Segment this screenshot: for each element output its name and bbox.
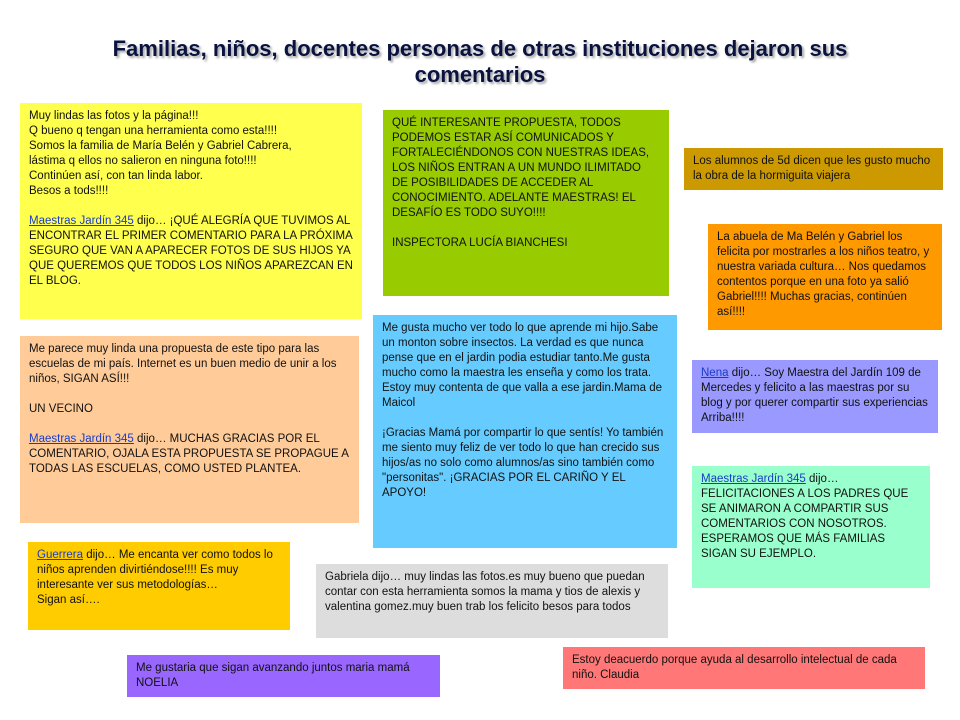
- comment-text: Los alumnos de 5d dicen que les gusto mucho la obra de la hormiguita viajera: [693, 155, 931, 182]
- comment-line: Besos a tods!!!!: [29, 185, 109, 197]
- comment-card-family-cabrera: [20, 103, 362, 319]
- comment-card-maestras-thanks: [692, 466, 930, 588]
- comment-text: Gabriela dijo… muy lindas las fotos.es muy bueno que puedan contar con esta herramienta somos la mama y tios de alexis y valentina gomez.muy buen trab los felicito besos para todos: [325, 571, 645, 613]
- comment-text: Me gustaria que sigan avanzando juntos maria mamá NOELIA: [136, 662, 410, 689]
- reply-text: ¡Gracias Mamá por compartir lo que sentís! Yo también me siento muy feliz de ver todo lo que han crecido sus hijos/as no solo como alumnos/as sino también como "personitas". ¡GRACIAS POR EL CARIÑO Y EL APOYO!: [382, 427, 664, 499]
- author-link-maestras[interactable]: Maestras Jardín 345: [29, 215, 134, 227]
- reply-paragraph: [29, 432, 350, 477]
- comment-card-claudia: [563, 647, 925, 689]
- author-link-maestras[interactable]: Maestras Jardín 345: [701, 473, 806, 485]
- comment-line: Muy lindas las fotos y la página!!!: [29, 110, 199, 122]
- comment-text: Estoy deacuerdo porque ayuda al desarrollo intelectual de cada niño. Claudia: [572, 654, 897, 681]
- author-link-maestras[interactable]: Maestras Jardín 345: [29, 433, 134, 445]
- reply-text: dijo… MUCHAS GRACIAS POR EL COMENTARIO, OJALA ESTA PROPUESTA SE PROPAGUE A TODAS LAS ESCUELAS, COMO USTED PLANTEA.: [29, 433, 349, 475]
- comment-text: La abuela de Ma Belén y Gabriel los felicita por mostrarles a los niños teatro, y nuestra variada cultura… Nos quedamos contentos porque en una foto ya salió Gabriel!!!! Muchas gracias, continúen así!!!!: [717, 231, 930, 318]
- comment-card-neighbor: [20, 336, 359, 523]
- comment-line: lástima q ellos no salieron en ninguna foto!!!!: [29, 155, 257, 167]
- comment-line: Q bueno q tengan una herramienta como esta!!!!: [29, 125, 278, 137]
- comment-card-grandmother: [708, 224, 942, 330]
- comment-card-noelia: [127, 655, 440, 697]
- comment-text: Me gusta mucho ver todo lo que aprende mi hijo.Sabe un monton sobre insectos. La verdad es que nunca pense que en el jardin podia estudiar tanto.Me gusta mucho como la maestra les enseña y como los trata. Estoy muy contenta de que valla a ese jardin.Mama de Maicol: [382, 322, 662, 409]
- comment-line: Continúen así, con tan linda labor.: [29, 170, 203, 182]
- reply-paragraph: [29, 214, 353, 289]
- author-link-guerrera[interactable]: Guerrera: [37, 549, 84, 561]
- comment-text: Me parece muy linda una propuesta de este tipo para las escuelas de mi país. Internet es un buen medio de unir a los niños, SIGAN ASÍ!!!: [29, 343, 337, 385]
- comment-body: dijo… FELICITACIONES A LOS PADRES QUE SE ANIMARON A COMPARTIR SUS COMENTARIOS CON NOSOTROS. ESPERAMOS QUE MÁS FAMILIAS SIGAN SU EJEMPLO.: [701, 473, 909, 560]
- author-link-nena[interactable]: Nena: [701, 367, 729, 379]
- comment-text: [701, 366, 929, 426]
- comment-signature: INSPECTORA LUCÍA BIANCHESI: [392, 237, 568, 249]
- comment-card-nena: [692, 360, 938, 433]
- comment-closing: Sigan así….: [37, 594, 100, 606]
- comment-signature: UN VECINO: [29, 403, 93, 415]
- comment-body: dijo… Me encanta ver como todos lo niños aprenden divirtiéndose!!!! Es muy interesante ver sus metodologías…: [37, 549, 273, 591]
- page-title: Familias, niños, docentes personas de otras instituciones dejaron sus comentarios: [112, 36, 848, 87]
- comment-card-guerrera: [28, 542, 290, 630]
- reply-text: dijo… ¡QUÉ ALEGRÍA QUE TUVIMOS AL ENCONTRAR EL PRIMER COMENTARIO PARA LA PRÓXIMA SEGURO QUE VAN A APARECER FOTOS DE SUS HIJOS YA QUE QUEREMOS QUE TODOS LOS NIÑOS APAREZCAN EN EL BLOG.: [29, 215, 353, 287]
- comment-body: dijo… Soy Maestra del Jardín 109 de Mercedes y felicito a las maestras por su blog y por querer compartir sus experiencias Arriba!!!!: [701, 367, 928, 424]
- comment-card-maicol-mother: [373, 315, 677, 548]
- comment-card-inspector: [383, 110, 669, 296]
- comment-card-gabriela: [316, 564, 668, 638]
- comment-text: [37, 548, 281, 593]
- comment-text: [701, 472, 921, 562]
- comment-card-5d-students: [684, 148, 943, 190]
- comment-text: QUÉ INTERESANTE PROPUESTA, TODOS PODEMOS ESTAR ASÍ COMUNICADOS Y FORTALECIÉNDONOS CON NUESTRAS IDEAS, LOS NIÑOS ENTRAN A UN MUNDO ILIMITADO DE POSIBILIDADES DE ACCEDER AL CONOCIMIENTO. ADELANTE MAESTRAS! EL DESAFÍO ES TODO SUYO!!!!: [392, 117, 650, 219]
- comment-line: Somos la familia de María Belén y Gabriel Cabrera,: [29, 140, 292, 152]
